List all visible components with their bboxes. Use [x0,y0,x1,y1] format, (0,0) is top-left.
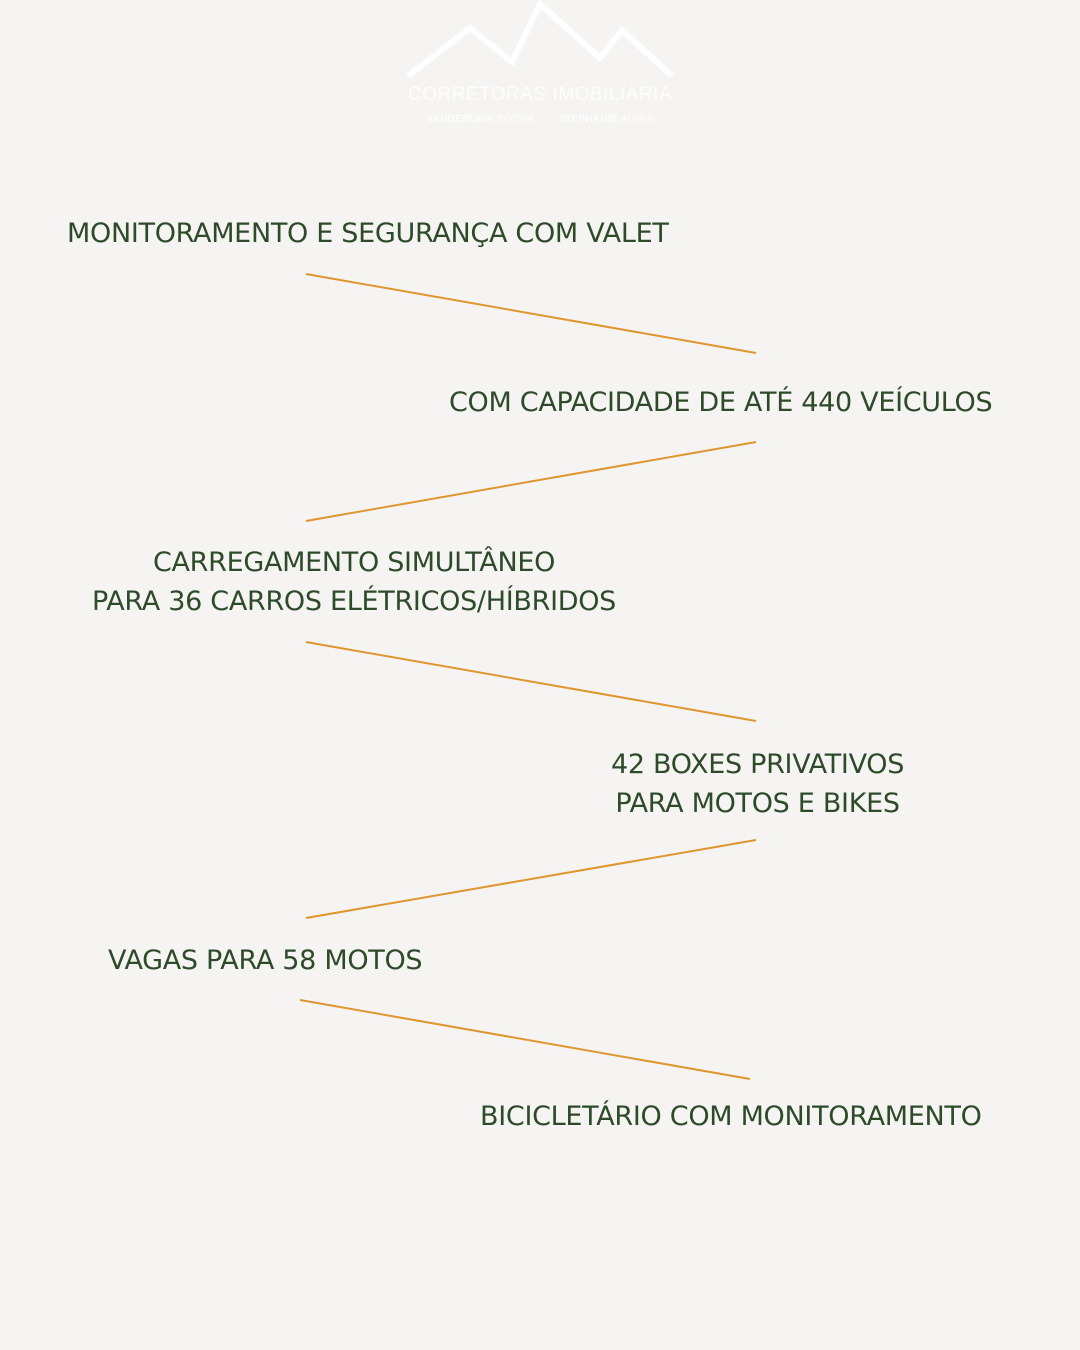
feature-line: PARA 36 CARROS ELÉTRICOS/HÍBRIDOS [92,586,617,617]
connector-line-4 [306,840,756,918]
feature-line: CARREGAMENTO SIMULTÂNEO [152,547,556,578]
feature-bicicletario [480,1097,982,1136]
feature-boxes [611,745,904,823]
feature-line: COM CAPACIDADE DE ATÉ 440 VEÍCULOS [449,387,993,418]
connector-line-2 [306,442,756,521]
feature-line: VAGAS PARA 58 MOTOS [108,945,423,976]
logo-name-right-last: ALVES [620,114,654,125]
connector-line-3 [306,642,756,721]
feature-carregamento [92,543,616,621]
feature-line: BICICLETÁRIO COM MONITORAMENTO [480,1101,982,1132]
logo-title: CORRETORAS IMOBILIÁRIA [407,84,673,105]
feature-line: MONITORAMENTO E SEGURANÇA COM VALET [67,218,669,249]
logo-name-left-first: VANDERLÉIA [426,114,494,125]
logo-name-left-last: ROCHA [496,114,534,125]
connector-line-1 [306,274,756,353]
connector-line-5 [300,1000,750,1079]
feature-monitoramento [67,214,669,253]
feature-line: 42 BOXES PRIVATIVOS [611,749,905,780]
logo-name-right-first: STEPHANIE [558,114,618,125]
feature-capacidade [449,383,992,422]
feature-line: PARA MOTOS E BIKES [615,788,900,819]
feature-vagas-motos [108,941,422,980]
